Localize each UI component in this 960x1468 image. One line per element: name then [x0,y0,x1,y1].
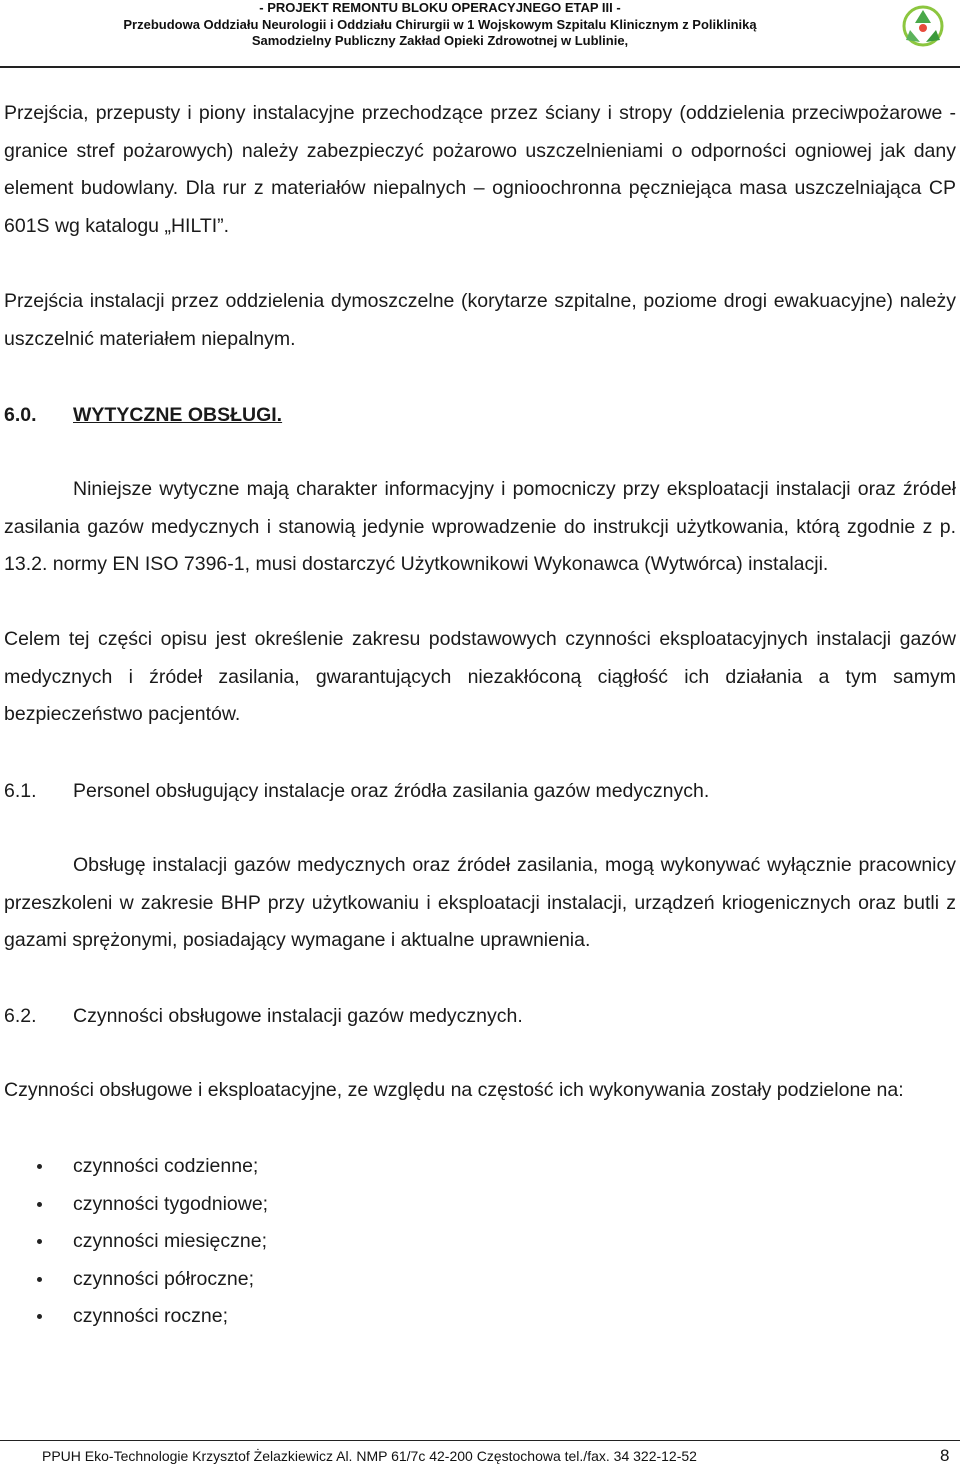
section-6-title: WYTYCZNE OBSŁUGI. [73,404,283,426]
section-6-1-title: Personel obsługujący instalacje oraz źródła zasilania gazów medycznych. [73,780,710,802]
recycle-logo-icon [900,4,946,48]
section-6-number: 6.0. [4,404,37,426]
bullet-icon [37,1164,42,1169]
section-6-heading [4,402,282,428]
page-footer [0,1440,960,1468]
maintenance-frequency-list [4,1148,268,1336]
section-6-1-heading [4,778,709,804]
footer-company-info: PPUH Eko-Technologie Krzysztof Żelazkiewicz Al. NMP 61/7c 42-200 Częstochowa tel./fax. 34 322-12-52 [42,1448,697,1464]
section-6-2-number: 6.2. [4,1005,37,1027]
bullet-icon [37,1277,42,1282]
list-item: czynności roczne; [4,1298,268,1336]
list-item: czynności tygodniowe; [4,1186,268,1224]
header-line-3: Samodzielny Publiczny Zakład Opieki Zdrowotnej w Lublinie, [251,33,629,48]
bullet-icon [37,1202,42,1207]
page-number: 8 [940,1446,950,1465]
header-line-2: Przebudowa Oddziału Neurologii i Oddziału Chirurgii w 1 Wojskowym Szpitalu Klinicznym z Polikliniką [123,16,757,32]
section-6-1-number: 6.1. [4,780,37,802]
header-text [0,0,880,50]
paragraph-scope: Celem tej części opisu jest określenie zakresu podstawowych czynności eksploatacyjnych instalacji gazów medycznych i źródeł zasilania, gwarantujących niezakłóconą ciągłość ich działania a tym samym bezpieczeństwo pacjentów. [4,628,956,726]
page-header [0,0,960,68]
section-6-2-title: Czynności obsługowe instalacji gazów medycznych. [73,1005,523,1027]
paragraph-maintenance-intro: Czynności obsługowe i eksploatacyjne, ze względu na częstość ich wykonywania zostały podzielone na: [4,1079,904,1101]
bullet-icon [37,1314,42,1319]
list-item: czynności miesięczne; [4,1223,268,1261]
header-line-1: - PROJEKT REMONTU BLOKU OPERACYJNEGO ETAP III - [259,0,621,15]
paragraph-smoke-barriers: Przejścia instalacji przez oddzielenia dymoszczelne (korytarze szpitalne, poziome drogi ewakuacyjne) należy uszczelnić materiałem niepalnym. [4,290,956,350]
paragraph-guidelines-intro: Niniejsze wytyczne mają charakter informacyjny i pomocniczy przy eksploatacji instalacji oraz źródeł zasilania gazów medycznych i stanowią jedynie wprowadzenie do instrukcji użytkowania, którą zgodnie z p. 13.2. normy EN ISO 7396-1, musi dostarczyć Użytkownikowi Wykonawca (Wytwórca) instalacji. [4,478,956,576]
paragraph-personnel: Obsługę instalacji gazów medycznych oraz źródeł zasilania, mogą wykonywać wyłącznie pracownicy przeszkoleni w zakresie BHP przy użytkowaniu i eksploatacji instalacji, urządzeń kriogenicznych oraz butli z gazami sprężonymi, posiadający wymagane i aktualne uprawnienia. [4,854,956,952]
list-item: czynności półroczne; [4,1261,268,1299]
section-6-2-heading [4,1003,523,1029]
list-item: czynności codzienne; [4,1148,268,1186]
paragraph-fire-penetrations: Przejścia, przepusty i piony instalacyjne przechodzące przez ściany i stropy (oddzielenia przeciwpożarowe - granice stref pożarowych) należy zabezpieczyć pożarowo uszczelnieniami o odporności ogniowej jak dany element budowlany. Dla rur z materiałów niepalnych – ognioochronna pęczniejąca masa uszczelniająca CP 601S wg katalogu „HILTI”. [4,102,956,237]
bullet-icon [37,1239,42,1244]
